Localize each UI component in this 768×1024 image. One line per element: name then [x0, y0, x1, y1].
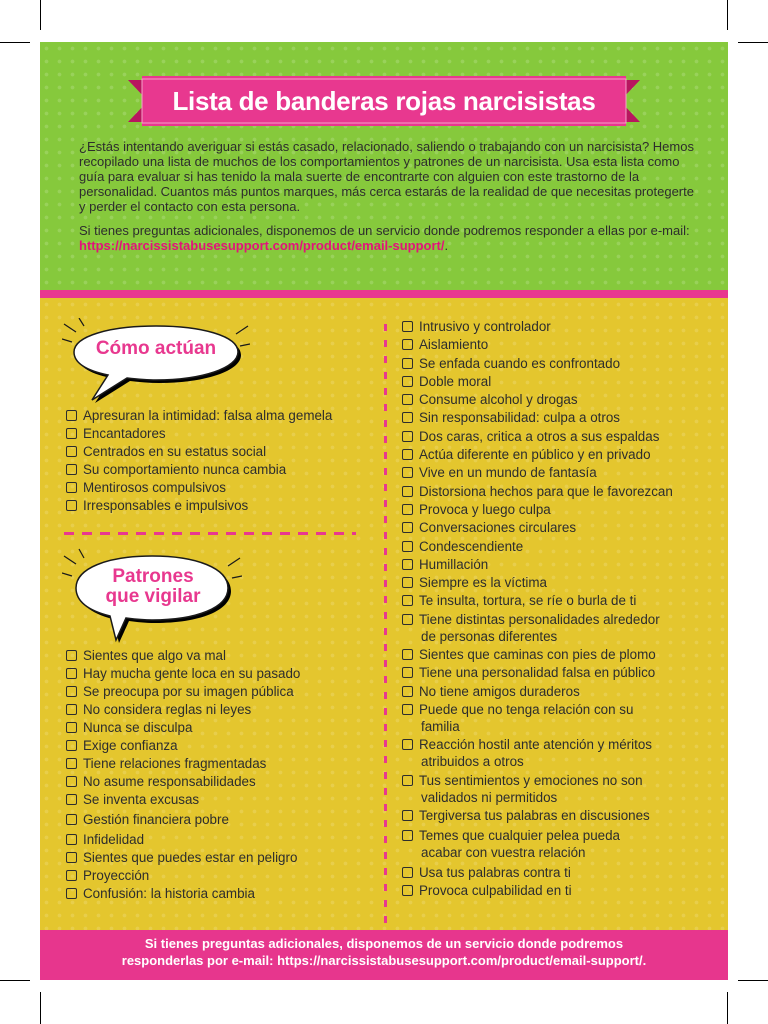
contact-end: . [444, 238, 449, 253]
section-title-line: Patrones [112, 566, 194, 587]
page-title: Lista de banderas rojas narcisistas [172, 85, 596, 116]
crop-mark [727, 992, 728, 1024]
footer-line: Si tienes preguntas adicionales, disponemos de un servicio donde podremos [144, 936, 624, 951]
footer-end: . [642, 953, 647, 968]
checklist-item[interactable]: Provoca culpabilidad en ti [402, 882, 722, 899]
checklist-item[interactable]: Condescendiente [402, 538, 722, 555]
left-section-divider [64, 532, 356, 535]
item-line: familia [421, 718, 460, 734]
item-line: Reacción hostil ante atención y méritos [419, 737, 652, 753]
checklist-item[interactable]: Se inventa excusas [66, 791, 376, 808]
como-actuan-checklist [66, 407, 376, 514]
footer-line [40, 952, 728, 969]
speech-bubble-icon [62, 318, 250, 408]
checklist-item[interactable]: Actúa diferente en público y en privado [402, 446, 722, 463]
contact-paragraph [79, 223, 694, 253]
checklist-item[interactable]: Centrados en su estatus social [66, 443, 376, 460]
item-line: atribuidos a otros [421, 754, 524, 770]
title-banner [128, 76, 640, 126]
checklist-item[interactable]: Mentirosos compulsivos [66, 479, 376, 496]
crop-mark [738, 42, 768, 43]
item-line: Tus sentimientos y emociones no son [419, 772, 643, 788]
item-line: validados ni permitidos [421, 789, 558, 805]
checklist-item[interactable]: Distorsiona hechos para que le favorezcan [402, 483, 722, 500]
item-line: Tiene distintas personalidades alrededor [419, 611, 660, 627]
checklist-item[interactable]: Infidelidad [66, 831, 376, 848]
checklist-item-multiline[interactable] [402, 772, 722, 806]
intro-text [79, 139, 694, 262]
checklist-item[interactable]: Provoca y luego culpa [402, 501, 722, 518]
checklist-item[interactable]: Tiene relaciones fragmentadas [66, 755, 376, 772]
footer-text: responderlas por e-mail: [121, 953, 278, 968]
checklist-item[interactable]: Sientes que puedes estar en peligro [66, 849, 376, 866]
item-line: acabar con vuestra relación [421, 844, 586, 860]
email-support-link[interactable]: https://narcissistabusesupport.com/product/email-support/ [79, 238, 445, 253]
crop-mark [727, 0, 728, 30]
checklist-item[interactable]: Vive en un mundo de fantasía [402, 464, 722, 481]
checklist-item[interactable]: Humillación [402, 556, 722, 573]
checklist-item[interactable]: Exige confianza [66, 737, 376, 754]
checklist-item[interactable]: Siempre es la víctima [402, 574, 722, 591]
section-bubble-patrones [62, 548, 242, 646]
checklist-item[interactable]: Sin responsabilidad: culpa a otros [402, 409, 722, 426]
patrones-checklist [66, 647, 376, 902]
item-line: Puede que no tenga relación con su [419, 701, 634, 717]
intro-paragraph: ¿Estás intentando averiguar si estás casado, relacionado, saliendo o trabajando con un narcisista? Hemos recopilado una lista de muchos de los comportamientos y patrones de un narcisista. Usa esta lista como guía para evaluar si has tenido la mala suerte de encontrarte con alguien con este trastorno de la personalidad. Cuantos más puntos marques, más cerca estarás de la realidad de que necesitas protegerte y perder el contacto con esta persona. [79, 139, 694, 214]
column-divider [384, 324, 387, 924]
section-bubble-como-actuan [62, 318, 250, 408]
checklist-item[interactable]: Confusión: la historia cambia [66, 885, 376, 902]
checklist-item[interactable]: Consume alcohol y drogas [402, 391, 722, 408]
item-line: Temes que cualquier pelea pueda [419, 827, 621, 843]
checklist-item[interactable]: No tiene amigos duraderos [402, 683, 722, 700]
checklist-item[interactable]: Su comportamiento nunca cambia [66, 461, 376, 478]
checklist-item[interactable]: No asume responsabilidades [66, 773, 376, 790]
checklist-item[interactable]: Conversaciones circulares [402, 519, 722, 536]
section-divider [40, 290, 728, 298]
checklist-item[interactable]: Usa tus palabras contra ti [402, 864, 722, 881]
checklist-item[interactable]: Aislamiento [402, 336, 722, 353]
checklist-item[interactable]: Proyección [66, 867, 376, 884]
footer-email-support-link[interactable]: https://narcissistabusesupport.com/product/email-support/ [277, 953, 643, 968]
checklist-item[interactable]: Intrusivo y controlador [402, 318, 722, 335]
checklist-item[interactable]: Gestión financiera pobre [66, 811, 376, 828]
flyer-page [40, 42, 728, 980]
crop-mark [0, 980, 30, 981]
crop-mark [40, 0, 41, 30]
checklist-item[interactable]: Te insulta, tortura, se ríe o burla de ti [402, 592, 722, 609]
checklist-item[interactable]: Apresuran la intimidad: falsa alma gemela [66, 407, 376, 424]
checklist-item[interactable]: Irresponsables e impulsivos [66, 497, 376, 514]
checklist-item[interactable]: Sientes que caminas con pies de plomo [402, 646, 722, 663]
checklist-item[interactable]: Se preocupa por su imagen pública [66, 683, 376, 700]
section-title-patrones [76, 567, 230, 607]
checklist-item[interactable]: Tergiversa tus palabras en discusiones [402, 807, 722, 824]
crop-mark [40, 992, 41, 1024]
checklist-item-multiline[interactable] [402, 736, 722, 770]
item-line: de personas diferentes [421, 628, 558, 644]
crop-mark [0, 42, 30, 43]
checklist-item-multiline[interactable] [402, 827, 722, 861]
checklist-item[interactable]: No considera reglas ni leyes [66, 701, 376, 718]
footer-bar [40, 930, 728, 980]
contact-text: Si tienes preguntas adicionales, disponemos de un servicio donde podremos responder a ellas por e-mail: [79, 223, 690, 238]
checklist-item[interactable]: Hay mucha gente loca en su pasado [66, 665, 376, 682]
right-checklist [402, 318, 722, 899]
checklist-item[interactable]: Doble moral [402, 373, 722, 390]
checklist-item[interactable]: Nunca se disculpa [66, 719, 376, 736]
checklist-item[interactable]: Sientes que algo va mal [66, 647, 376, 664]
checklist-item[interactable]: Se enfada cuando es confrontado [402, 355, 722, 372]
section-title-como-actuan: Cómo actúan [95, 338, 217, 359]
section-title-line: que vigilar [105, 586, 201, 607]
checklist-item[interactable]: Tiene una personalidad falsa en público [402, 664, 722, 681]
checklist-item-multiline[interactable] [402, 701, 722, 735]
checklist-item[interactable]: Encantadores [66, 425, 376, 442]
checklist-item[interactable]: Dos caras, critica a otros a sus espaldas [402, 428, 722, 445]
crop-mark [738, 980, 768, 981]
checklist-item-multiline[interactable] [402, 611, 722, 645]
